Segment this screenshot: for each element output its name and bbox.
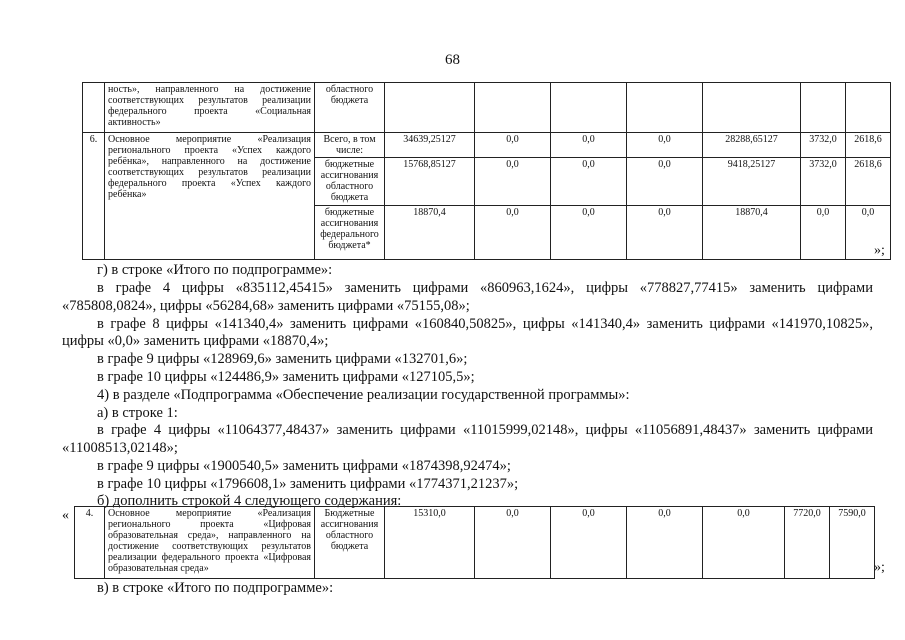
value-cell: 0,0 (475, 507, 551, 579)
value-cell: 0,0 (627, 133, 703, 158)
value-cell: 0,0 (551, 158, 627, 206)
row-number: 6. (83, 133, 105, 260)
paragraph: в) в строке «Итого по подпрограмме»: (97, 580, 334, 596)
value-cell (801, 83, 846, 133)
value-cell: 9418,25127 (703, 158, 801, 206)
paragraph: 4) в разделе «Подпрограмма «Обеспечение реализации государственной программы»: (97, 387, 630, 403)
value-cell (385, 83, 475, 133)
paragraph: в графе 9 цифры «1900540,5» заменить цифрами «1874398,92474»; (97, 458, 511, 474)
paragraph: в графе 4 цифры «11064377,48437» заменить цифрами «11015999,02148», цифры «11056891,48437» заменить цифрами (97, 422, 873, 438)
funding-source: бюджетные ассигнования областного бюджета (315, 158, 385, 206)
value-cell: 0,0 (703, 507, 785, 579)
value-cell: 18870,4 (385, 206, 475, 260)
row-description: Основное мероприятие «Реализация регионального проекта «Успех каждого ребёнка», направленного на достижение соответствующих результатов реализации федерального проекта «Успех каждого ребёнка» (105, 133, 315, 260)
paragraph: в графе 4 цифры «835112,45415» заменить цифрами «860963,1624», цифры «778827,77415» заменить цифрами (97, 280, 873, 296)
value-cell (703, 83, 801, 133)
value-cell: 3732,0 (801, 133, 846, 158)
table-new-row (74, 506, 875, 579)
paragraph: в графе 8 цифры «141340,4» заменить цифрами «160840,50825», цифры «141340,4» заменить цифрами «141970,10825», (97, 316, 873, 332)
page-number: 68 (445, 52, 460, 68)
value-cell: 0,0 (551, 133, 627, 158)
row-number: 4. (75, 507, 105, 579)
value-cell (551, 83, 627, 133)
value-cell (627, 83, 703, 133)
funding-source: областного бюджета (315, 83, 385, 133)
value-cell: 0,0 (475, 206, 551, 260)
value-cell: 0,0 (627, 206, 703, 260)
funding-source: Всего, в том числе: (315, 133, 385, 158)
table-row (83, 83, 891, 133)
funding-source: Бюджетные ассигнования областного бюджета (315, 507, 385, 579)
value-cell: 0,0 (627, 158, 703, 206)
value-cell: 0,0 (551, 206, 627, 260)
paragraph: б) дополнить строкой 4 следующего содержания: (97, 493, 402, 509)
value-cell: 7590,0 (830, 507, 875, 579)
value-cell: 0,0 (551, 507, 627, 579)
value-cell: 2618,6 (846, 158, 891, 206)
paragraph: «785808,0824», цифры «56284,68» заменить цифрами «75155,08»; (62, 298, 470, 314)
paragraph: в графе 10 цифры «1796608,1» заменить цифрами «1774371,21237»; (97, 476, 519, 492)
paragraph: г) в строке «Итого по подпрограмме»: (97, 262, 333, 278)
opening-quote: « (62, 508, 69, 523)
value-cell: 3732,0 (801, 158, 846, 206)
closing-quote: »; (874, 243, 885, 258)
value-cell: 0,0 (475, 133, 551, 158)
value-cell (846, 83, 891, 133)
table-subprogram-rows (82, 82, 891, 260)
table-row (75, 507, 875, 579)
value-cell: 34639,25127 (385, 133, 475, 158)
value-cell: 0,0 (801, 206, 846, 260)
value-cell: 7720,0 (785, 507, 830, 579)
value-cell: 0,0 (627, 507, 703, 579)
funding-source: бюджетные ассигнования федерального бюджета* (315, 206, 385, 260)
paragraph: в графе 10 цифры «124486,9» заменить цифрами «127105,5»; (97, 369, 475, 385)
paragraph: а) в строке 1: (97, 405, 178, 421)
value-cell: 18870,4 (703, 206, 801, 260)
row-description: Основное мероприятие «Реализация регионального проекта «Цифровая образовательная среда», направленного на достижение соответствующих результатов реализации федерального проекта «Цифровая образовательная среда» (105, 507, 315, 579)
value-cell: 2618,6 (846, 133, 891, 158)
value-cell (475, 83, 551, 133)
value-cell: 15768,85127 (385, 158, 475, 206)
value-cell: 28288,65127 (703, 133, 801, 158)
value-cell: 0,0 (846, 206, 891, 260)
value-cell: 0,0 (475, 158, 551, 206)
value-cell: 15310,0 (385, 507, 475, 579)
closing-quote: »; (874, 560, 885, 575)
table-row (83, 133, 891, 158)
paragraph: «11008513,02148»; (62, 440, 178, 456)
row-description: ность», направленного на достижение соответствующих результатов реализации федерального проекта «Социальная активность» (105, 83, 315, 133)
row-number (83, 83, 105, 133)
paragraph: цифры «0,0» заменить цифрами «18870,4»; (62, 333, 329, 349)
paragraph: в графе 9 цифры «128969,6» заменить цифрами «132701,6»; (97, 351, 468, 367)
